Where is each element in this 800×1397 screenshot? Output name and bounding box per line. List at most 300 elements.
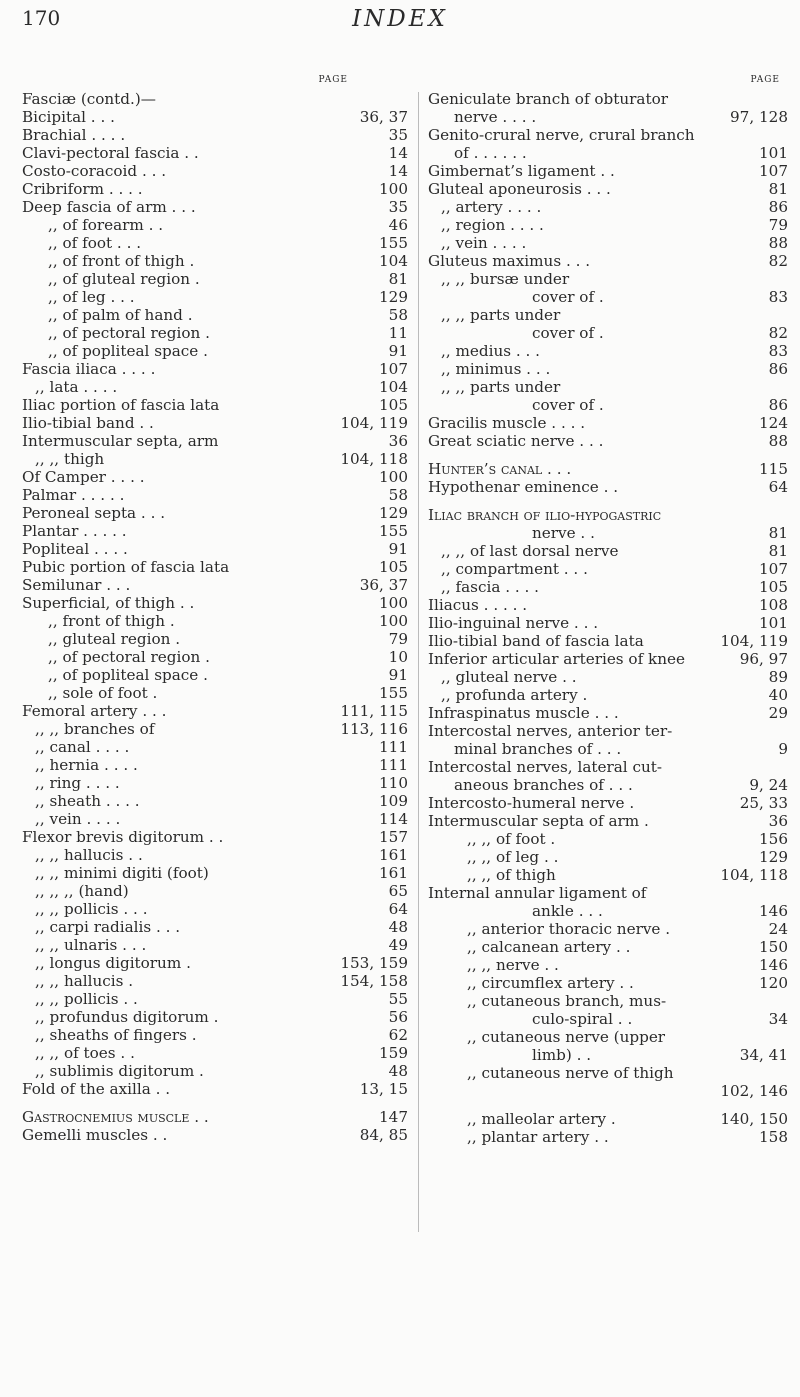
entry-page: 96, 97 (739, 650, 788, 668)
entry-text: ,, gluteal nerve . . (441, 668, 577, 686)
entry-text: ,, ,, ,, (hand) (35, 882, 129, 900)
entry-text: Gluteus maximus . . . (428, 252, 591, 270)
index-entry (22, 396, 408, 414)
entry-page: 79 (388, 630, 408, 648)
index-entry (428, 1010, 788, 1028)
index-entry (22, 738, 408, 756)
entry-text: Semilunar . . . (22, 576, 131, 594)
entry-page: 25, 33 (739, 794, 788, 812)
index-entry (22, 828, 408, 846)
entry-text: Great sciatic nerve . . . (428, 432, 604, 450)
entry-page: 35 (388, 126, 408, 144)
entry-text: Gluteal aponeurosis . . . (428, 180, 611, 198)
entry-page: 81 (388, 270, 408, 288)
index-entry (22, 108, 408, 126)
entry-text: ,, ,, pollicis . . . (35, 900, 148, 918)
index-entry (22, 144, 408, 162)
index-entry (428, 378, 788, 396)
entry-text: ,, ,, hallucis . (35, 972, 134, 990)
entry-page: 129 (379, 288, 408, 306)
entry-text: limb) . . (532, 1046, 592, 1064)
entry-page: 147 (379, 1108, 408, 1126)
entry-page: 146 (759, 956, 788, 974)
entry-page: 155 (379, 684, 408, 702)
index-entry (428, 252, 788, 270)
index-entry (428, 288, 788, 306)
entry-page: 155 (379, 522, 408, 540)
entry-text: ,, of leg . . . (48, 288, 135, 306)
index-entry (428, 1046, 788, 1064)
entry-text: ,, of gluteal region . (48, 270, 200, 288)
entry-page: 35 (388, 198, 408, 216)
index-entry (22, 1098, 408, 1108)
entry-text: Plantar . . . . . (22, 522, 127, 540)
entry-text: Fascia iliaca . . . . (22, 360, 156, 378)
entry-page: 104 (379, 378, 408, 396)
index-entry (22, 576, 408, 594)
entry-page: 36, 37 (359, 576, 408, 594)
entry-text: Cribriform . . . . (22, 180, 143, 198)
index-entry (428, 432, 788, 450)
entry-page: 140, 150 (720, 1110, 788, 1128)
entry-text: ,, of pectoral region . (48, 648, 210, 666)
entry-text: ,, of foot . . . (48, 234, 142, 252)
entry-page: 64 (388, 900, 408, 918)
entry-text: Intercostal nerves, anterior ter- (428, 722, 673, 740)
entry-page: 62 (388, 1026, 408, 1044)
index-entry (22, 486, 408, 504)
left-column (22, 70, 408, 1144)
entry-page: 14 (388, 162, 408, 180)
entry-text: Intermuscular septa of arm . (428, 812, 649, 830)
index-entry (428, 884, 788, 902)
entry-text: Fold of the axilla . . (22, 1080, 171, 1098)
index-entry (22, 252, 408, 270)
index-entry (428, 578, 788, 596)
entry-text: ,, ,, nerve . . (467, 956, 559, 974)
entry-page: 110 (379, 774, 408, 792)
entry-text: Femoral artery . . . (22, 702, 167, 720)
index-entry (22, 846, 408, 864)
index-entry (428, 1082, 788, 1100)
column-divider (418, 92, 419, 1232)
entry-page: 104, 118 (340, 450, 408, 468)
entry-page: 24 (768, 920, 788, 938)
index-entry (428, 360, 788, 378)
index-entry (428, 920, 788, 938)
index-entry (22, 936, 408, 954)
entry-text: ,, of palm of hand . (48, 306, 193, 324)
index-entry (22, 414, 408, 432)
index-entry (428, 324, 788, 342)
entry-text: ,, ,, of last dorsal nerve (441, 542, 619, 560)
entry-text: ,, cutaneous nerve (upper (467, 1028, 666, 1046)
index-entry (22, 774, 408, 792)
entry-page: 111, 115 (340, 702, 408, 720)
entry-page: 49 (388, 936, 408, 954)
entry-page: 58 (388, 306, 408, 324)
index-entry (22, 90, 408, 108)
index-entry (428, 1028, 788, 1046)
entry-text: ,, ,, of leg . . (467, 848, 559, 866)
index-entry (428, 108, 788, 126)
entry-page: 100 (379, 594, 408, 612)
index-entry (428, 1100, 788, 1110)
entry-text: ,, circumflex artery . . (467, 974, 634, 992)
entry-text: ,, calcanean artery . . (467, 938, 631, 956)
index-entry (428, 1128, 788, 1146)
entry-page: 86 (768, 198, 788, 216)
entry-text: Ilio-tibial band . . (22, 414, 154, 432)
page-header (0, 0, 800, 70)
entry-page: 158 (759, 1128, 788, 1146)
entry-page: 40 (768, 686, 788, 704)
entry-page: 89 (768, 668, 788, 686)
entry-page: 91 (388, 540, 408, 558)
index-entry (428, 758, 788, 776)
entry-page: 36 (768, 812, 788, 830)
right-page-label: PAGE (750, 75, 780, 85)
page-title: INDEX (352, 6, 448, 32)
index-entry (22, 360, 408, 378)
entry-text: ,, of popliteal space . (48, 666, 208, 684)
entry-page: 107 (759, 560, 788, 578)
index-entry (22, 1080, 408, 1098)
index-entry (428, 938, 788, 956)
entry-text: ,, minimus . . . (441, 360, 551, 378)
entry-text: ,, ,, branches of (35, 720, 155, 738)
entry-page: 97, 128 (730, 108, 788, 126)
entry-text: Clavi-pectoral fascia . . (22, 144, 199, 162)
entry-text: nerve . . . . (454, 108, 537, 126)
index-entry (428, 234, 788, 252)
entry-text: ,, cutaneous branch, mus- (467, 992, 667, 1010)
index-entry (22, 504, 408, 522)
entry-page: 13, 15 (359, 1080, 408, 1098)
index-entry (22, 990, 408, 1008)
entry-page: 88 (768, 234, 788, 252)
index-entry (428, 704, 788, 722)
index-entry (22, 882, 408, 900)
entry-text: ,, of popliteal space . (48, 342, 208, 360)
index-entry (22, 612, 408, 630)
index-entry (428, 478, 788, 496)
entry-page: 36, 37 (359, 108, 408, 126)
entry-text: ,, profunda artery . (441, 686, 588, 704)
index-entry (22, 234, 408, 252)
index-entry (22, 468, 408, 486)
index-entry (22, 954, 408, 972)
entry-text: ,, artery . . . . (441, 198, 542, 216)
entry-page: 83 (768, 288, 788, 306)
entry-page: 29 (768, 704, 788, 722)
entry-text: cover of . (532, 396, 604, 414)
entry-text: ,, plantar artery . . (467, 1128, 609, 1146)
entry-text: of . . . . . . (454, 144, 527, 162)
index-entry (428, 686, 788, 704)
entry-text: culo-spiral . . (532, 1010, 633, 1028)
entry-page: 81 (768, 524, 788, 542)
entry-text: ,, ,, ulnaris . . . (35, 936, 147, 954)
right-entries (428, 90, 788, 1146)
index-entry (22, 198, 408, 216)
entry-page: 104, 119 (340, 414, 408, 432)
entry-text: Intercosto-humeral nerve . (428, 794, 635, 812)
entry-page: 82 (768, 252, 788, 270)
entry-text: ,, sheath . . . . (35, 792, 140, 810)
entry-page: 111 (379, 738, 408, 756)
entry-text: Flexor brevis digitorum . . (22, 828, 224, 846)
entry-text: Intercostal nerves, lateral cut- (428, 758, 662, 776)
index-entry (22, 1008, 408, 1026)
index-entry (22, 216, 408, 234)
entry-text: aneous branches of . . . (454, 776, 633, 794)
index-entry (22, 900, 408, 918)
entry-text: ,, ,, parts under (441, 378, 561, 396)
index-entry (22, 918, 408, 936)
entry-text: Iliacus . . . . . (428, 596, 528, 614)
entry-text: Internal annular ligament of (428, 884, 647, 902)
entry-text: Brachial . . . . (22, 126, 126, 144)
index-entry (22, 684, 408, 702)
entry-text: cover of . (532, 288, 604, 306)
index-entry (22, 342, 408, 360)
entry-text: ,, cutaneous nerve of thigh (467, 1064, 674, 1082)
entry-page: 104 (379, 252, 408, 270)
entry-text: cover of . (532, 324, 604, 342)
entry-page: 154, 158 (340, 972, 408, 990)
entry-page: 105 (759, 578, 788, 596)
index-entry (428, 126, 788, 144)
entry-page: 56 (388, 1008, 408, 1026)
entry-page: 81 (768, 180, 788, 198)
entry-text: ,, ,, minimi digiti (foot) (35, 864, 209, 882)
entry-page: 155 (379, 234, 408, 252)
index-entry (428, 460, 788, 478)
index-entry (428, 830, 788, 848)
entry-text: ,, lata . . . . (35, 378, 118, 396)
entry-page: 34, 41 (739, 1046, 788, 1064)
entry-text: ,, ,, pollicis . . (35, 990, 138, 1008)
entry-text: Hunter’s canal . . . (428, 460, 572, 478)
entry-text: Geniculate branch of obturator (428, 90, 668, 108)
index-entry (22, 270, 408, 288)
index-entry (22, 162, 408, 180)
index-entry (428, 812, 788, 830)
index-entry (428, 866, 788, 884)
entry-page: 150 (759, 938, 788, 956)
entry-page: 83 (768, 342, 788, 360)
entry-page: 84, 85 (359, 1126, 408, 1144)
index-entry (22, 1126, 408, 1144)
index-entry (428, 992, 788, 1010)
entry-page: 9, 24 (749, 776, 788, 794)
entry-page: 58 (388, 486, 408, 504)
entry-page: 46 (388, 216, 408, 234)
entry-page: 157 (379, 828, 408, 846)
entry-page: 115 (759, 460, 788, 478)
entry-text: Genito-crural nerve, crural branch (428, 126, 695, 144)
entry-text: Fasciæ (contd.)— (22, 90, 156, 108)
entry-page: 124 (759, 414, 788, 432)
index-entry (428, 902, 788, 920)
entry-page: 101 (759, 144, 788, 162)
entry-page: 100 (379, 612, 408, 630)
entry-text: Costo-coracoid . . . (22, 162, 167, 180)
entry-page: 108 (759, 596, 788, 614)
index-entry (22, 558, 408, 576)
index-entry (428, 1064, 788, 1082)
index-entry (22, 126, 408, 144)
index-entry (428, 306, 788, 324)
entry-page: 88 (768, 432, 788, 450)
entry-page: 86 (768, 396, 788, 414)
index-entry (22, 630, 408, 648)
entry-text: Pubic portion of fascia lata (22, 558, 230, 576)
entry-page: 114 (379, 810, 408, 828)
entry-page: 86 (768, 360, 788, 378)
index-entry (428, 632, 788, 650)
entry-text: ,, medius . . . (441, 342, 540, 360)
index-entry (428, 794, 788, 812)
entry-text: Bicipital . . . (22, 108, 115, 126)
entry-page: 9 (778, 740, 788, 758)
index-entry (428, 668, 788, 686)
entry-page: 101 (759, 614, 788, 632)
entry-text: ,, front of thigh . (48, 612, 175, 630)
index-entry (22, 702, 408, 720)
entry-text: Palmar . . . . . (22, 486, 125, 504)
index-entry (22, 810, 408, 828)
entry-text: Hypothenar eminence . . (428, 478, 619, 496)
entry-text: Deep fascia of arm . . . (22, 198, 196, 216)
entry-text: ,, ring . . . . (35, 774, 120, 792)
entry-page: 48 (388, 1062, 408, 1080)
right-column (428, 70, 788, 1146)
index-entry (428, 776, 788, 794)
entry-text: ,, ,, bursæ under (441, 270, 570, 288)
entry-text: ankle . . . (532, 902, 603, 920)
index-entry (428, 496, 788, 506)
entry-text: Ilio-inguinal nerve . . . (428, 614, 599, 632)
index-entry (428, 270, 788, 288)
entry-page: 120 (759, 974, 788, 992)
index-entry (22, 378, 408, 396)
entry-page: 48 (388, 918, 408, 936)
index-entry (428, 144, 788, 162)
entry-text: ,, canal . . . . (35, 738, 130, 756)
entry-text: ,, ,, of foot . (467, 830, 556, 848)
entry-page: 129 (759, 848, 788, 866)
entry-page: 79 (768, 216, 788, 234)
page-number: 170 (22, 6, 61, 30)
index-entry (22, 180, 408, 198)
entry-page: 14 (388, 144, 408, 162)
entry-page: 104, 119 (720, 632, 788, 650)
entry-page: 105 (379, 558, 408, 576)
entry-text: ,, longus digitorum . (35, 954, 191, 972)
entry-page: 161 (379, 846, 408, 864)
entry-page: 55 (388, 990, 408, 1008)
entry-text: Popliteal . . . . (22, 540, 128, 558)
index-entry (428, 596, 788, 614)
entry-page: 113, 116 (340, 720, 408, 738)
entry-page: 36 (388, 432, 408, 450)
entry-page: 107 (379, 360, 408, 378)
index-entry (22, 756, 408, 774)
entry-text: Infraspinatus muscle . . . (428, 704, 619, 722)
index-entry (22, 432, 408, 450)
entry-text: ,, ,, of thigh (467, 866, 556, 884)
entry-text: Iliac branch of ilio-hypogastric (428, 506, 662, 524)
entry-page: 107 (759, 162, 788, 180)
entry-text: ,, profundus digitorum . (35, 1008, 219, 1026)
index-entry (22, 1044, 408, 1062)
entry-page: 153, 159 (340, 954, 408, 972)
index-entry (428, 216, 788, 234)
entry-page: 91 (388, 342, 408, 360)
entry-page: 65 (388, 882, 408, 900)
index-entry (428, 342, 788, 360)
entry-text: ,, ,, of toes . . (35, 1044, 135, 1062)
entry-text: Gemelli muscles . . (22, 1126, 168, 1144)
entry-page: 82 (768, 324, 788, 342)
index-entry (22, 720, 408, 738)
entry-page: 156 (759, 830, 788, 848)
entry-page: 161 (379, 864, 408, 882)
entry-page: 81 (768, 542, 788, 560)
index-entry (22, 792, 408, 810)
entry-page: 146 (759, 902, 788, 920)
entry-page: 11 (388, 324, 408, 342)
entry-text: Superficial, of thigh . . (22, 594, 195, 612)
entry-text: ,, anterior thoracic nerve . (467, 920, 671, 938)
entry-text: ,, of forearm . . (48, 216, 164, 234)
index-entry (428, 956, 788, 974)
index-entry (22, 1108, 408, 1126)
index-entry (22, 522, 408, 540)
entry-text: ,, sole of foot . (48, 684, 158, 702)
index-entry (428, 162, 788, 180)
entry-text: minal branches of . . . (454, 740, 622, 758)
index-entry (428, 414, 788, 432)
index-entry (22, 540, 408, 558)
entry-page: 64 (768, 478, 788, 496)
index-entry (428, 180, 788, 198)
index-entry (428, 974, 788, 992)
index-entry (428, 506, 788, 524)
index-entry (428, 198, 788, 216)
index-entry (428, 542, 788, 560)
entry-text: ,, region . . . . (441, 216, 544, 234)
left-page-label: PAGE (318, 75, 348, 85)
entry-page: 111 (379, 756, 408, 774)
entry-text: ,, vein . . . . (441, 234, 527, 252)
index-entry (22, 864, 408, 882)
entry-text: ,, of pectoral region . (48, 324, 210, 342)
index-entry (22, 288, 408, 306)
entry-text: ,, gluteal region . (48, 630, 181, 648)
entry-text: Intermuscular septa, arm (22, 432, 219, 450)
index-entry (22, 1026, 408, 1044)
entry-text: ,, ,, parts under (441, 306, 561, 324)
entry-text: ,, fascia . . . . (441, 578, 539, 596)
index-entry (428, 396, 788, 414)
entry-text: ,, ,, hallucis . . (35, 846, 143, 864)
entry-text: Iliac portion of fascia lata (22, 396, 220, 414)
index-entry (428, 450, 788, 460)
index-entry (22, 972, 408, 990)
